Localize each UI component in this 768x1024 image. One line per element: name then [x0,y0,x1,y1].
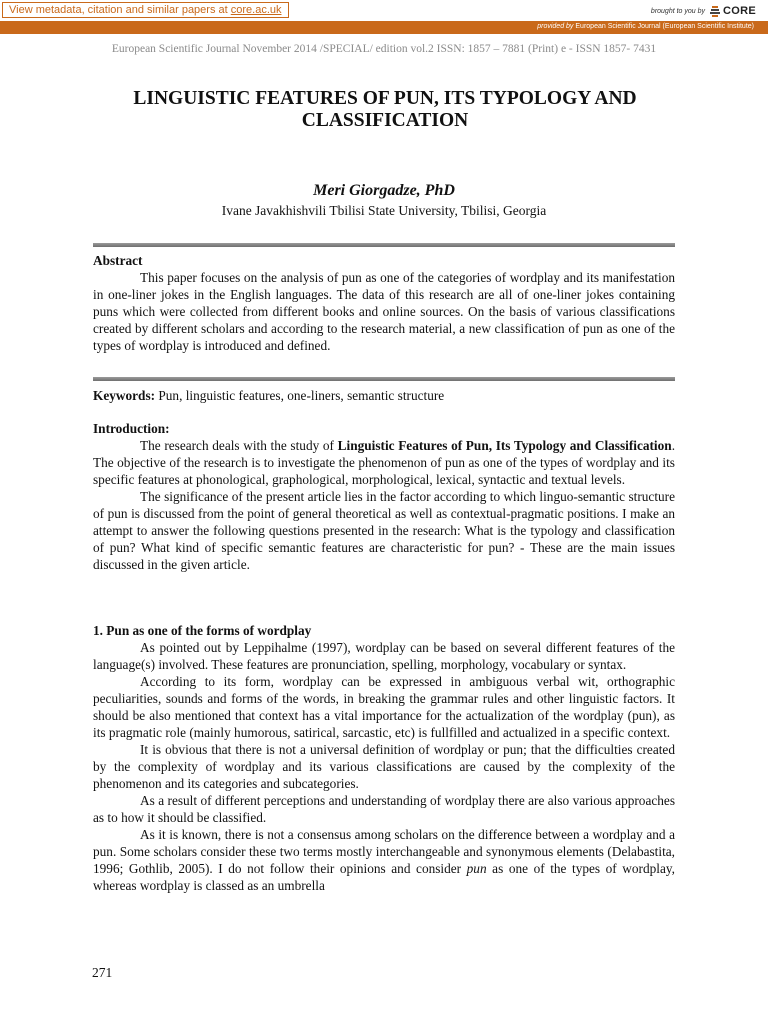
core-branding[interactable] [651,3,756,19]
section-1-paragraph-3: It is obvious that there is not a universal definition of wordplay or pun; that the difficulties created by the complexity of wordplay and its various classifications are caused by the complexity of the phenomenon and its categories and subcategories. [93,742,675,791]
section-1-paragraph-1: As pointed out by Leppihalme (1997), wordplay can be based on several different features of the language(s) involved. These features are pronunciation, spelling, morphology, vocabulary or syntax. [93,640,675,672]
intro-p1-text-b: . The objective of the research is to investigate the phenomenon of pun as one of the types of wordplay and its specific features at phonological, graphological, morphological, lexical, syntactic and textual levels. [93,438,676,487]
provided-by-source[interactable]: European Scientific Journal (European Scientific Institute) [575,23,754,30]
abstract-top-rule [93,243,675,247]
section-1-paragraph-5 [93,826,675,894]
keywords-section [93,387,675,404]
author-name: Meri Giorgadze, PhD [313,182,455,199]
introduction-heading: Introduction: [93,421,170,436]
section-1-paragraph-2: According to its form, wordplay can be expressed in ambiguous verbal wit, orthographic peculiarities, sounds and forms of the words, in breaking the grammar rules and other linguistic factors. It should be also mentioned that context has a vital importance for the actualization of the wordplay (pun), as its pragmatic role (mainly humorous, satirical, sarcastic, etc) is fullfilled and actualized in a specific context. [93,674,675,740]
core-metadata-link[interactable] [2,2,289,18]
brought-to-you-label: brought to you by [650,7,706,15]
paper-title [80,88,690,132]
core-link-text[interactable]: core.ac.uk [230,4,282,16]
introduction-paragraph-1 [93,437,675,488]
core-logo[interactable] [709,5,756,18]
core-logo-text: CORE [723,5,756,17]
page-number: 271 [92,965,113,980]
keywords-text: Pun, linguistic features, one-liners, semantic structure [155,388,445,403]
intro-p1-bold: Linguistic Features of Pun, Its Typology and Classification [337,438,672,453]
core-link-prefix: View metadata, citation and similar papers at [9,4,231,16]
section-1-heading: 1. Pun as one of the forms of wordplay [93,623,312,638]
keywords-line [93,387,675,404]
provided-by-strip [0,21,768,32]
section-1 [93,622,675,894]
intro-p1-text-a: The research deals with the study of [140,438,338,453]
introduction-section [93,420,675,573]
abstract-heading: Abstract [93,253,143,268]
introduction-paragraph-2: The significance of the present article lies in the factor according to which linguo-semantic structure of pun is discussed from the point of general theoretical as well as contextual-pragmatic positions. I make an attempt to answer the following questions presented in the research: What is the typology and classification of pun? What kind of specific semantic features are characteristic for pun? - These are the main issues discussed in the given article. [93,489,675,572]
core-logo-icon [709,5,721,18]
journal-header: European Scientific Journal November 2014 /SPECIAL/ edition vol.2 ISSN: 1857 – 7881 (Print) e - ISSN 1857- 7431 [111,43,657,55]
keywords-label: Keywords: [93,388,156,403]
s1-p5-italic: pun [466,861,487,876]
provided-by-label: provided by [537,23,574,30]
abstract-bottom-rule [93,377,675,381]
author-affiliation: Ivane Javakhishvili Tbilisi State University, Tbilisi, Georgia [221,203,547,218]
abstract-section [93,252,675,354]
s1-p5-text-a: As it is known, there is not a consensus among scholars on the difference between a wordplay and a pun. Some scholars consider these two terms mostly interchangeable and synonymous elements (Delabastita, 1996; Gothlib, 2005). I do not follow their opinions and consider [93,827,675,876]
section-1-paragraph-4: As a result of different perceptions and understanding of wordplay there are also various approaches as to how it should be classified. [93,793,675,825]
s1-p5-text-b: as one of the types of wordplay, whereas wordplay is classed as an umbrella [93,861,675,893]
abstract-text: This paper focuses on the analysis of pun as one of the categories of wordplay and its manifestation in one-liner jokes in the English languages. The data of this research are all of one-liner jokes containing puns which were collected from different books and online sources. On the basis of various classifications created by different scholars and according to the research material, a new classification of pun as one of the types of wordplay is introduced and defined. [93,270,675,353]
title-line-2: CLASSIFICATION [301,110,469,131]
title-line-1: LINGUISTIC FEATURES OF PUN, ITS TYPOLOGY AND [133,88,637,109]
